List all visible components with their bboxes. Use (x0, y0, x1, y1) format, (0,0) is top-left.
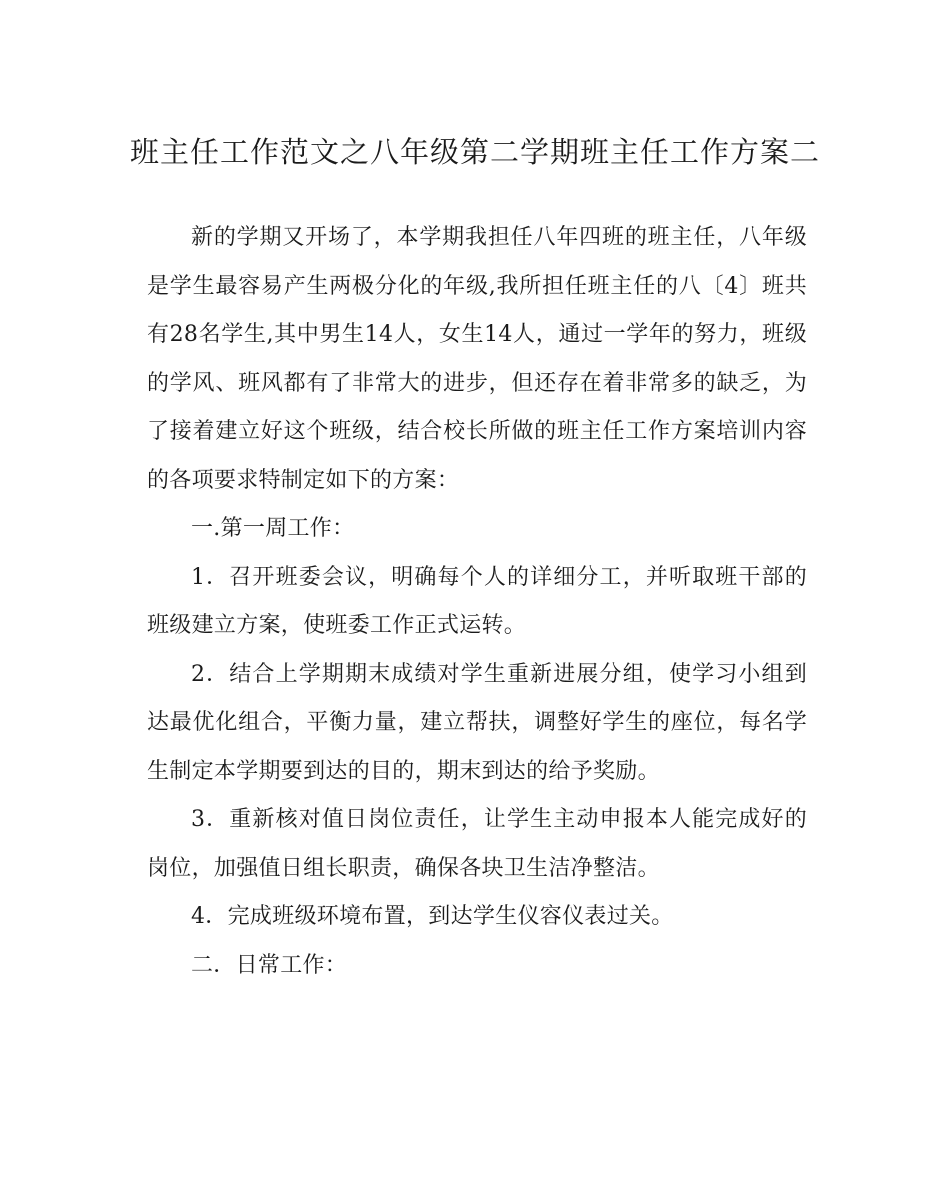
section-heading-week-one: 一.第一周工作： (191, 516, 355, 541)
list-item-3: 3．重新核对值日岗位责任，让学生主动申报本人能完成好的岗位，加强值日组长职责，确保各块卫生洁净整洁。 (147, 807, 807, 881)
list-item-4: 4．完成班级环境布置，到达学生仪容仪表过关。 (191, 904, 674, 929)
intro-paragraph: 新的学期又开场了，本学期我担任八年四班的班主任，八年级是学生最容易产生两极分化的年级,我所担任班主任的八〔4〕班共有28名学生,其中男生14人，女生14人，通过一学年的努力，班级的学风、班风都有了非常大的进步，但还存在着非常多的缺乏，为了接着建立好这个班级，结合校长所做的班主任工作方案培训内容的各项要求特制定如下的方案： (147, 225, 807, 493)
document-body (147, 214, 807, 990)
list-item-1: 1．召开班委会议，明确每个人的详细分工，并听取班干部的班级建立方案，使班委工作正式运转。 (147, 564, 807, 638)
section-heading-daily-work: 二．日常工作： (191, 952, 348, 978)
document-title: 班主任工作范文之八年级第二学期班主任工作方案二 (129, 135, 820, 169)
list-item-2: 2．结合上学期期末成绩对学生重新进展分组，使学习小组到达最优化组合，平衡力量，建立帮扶，调整好学生的座位，每名学生制定本学期要到达的目的，期末到达的给予奖励。 (147, 661, 807, 784)
